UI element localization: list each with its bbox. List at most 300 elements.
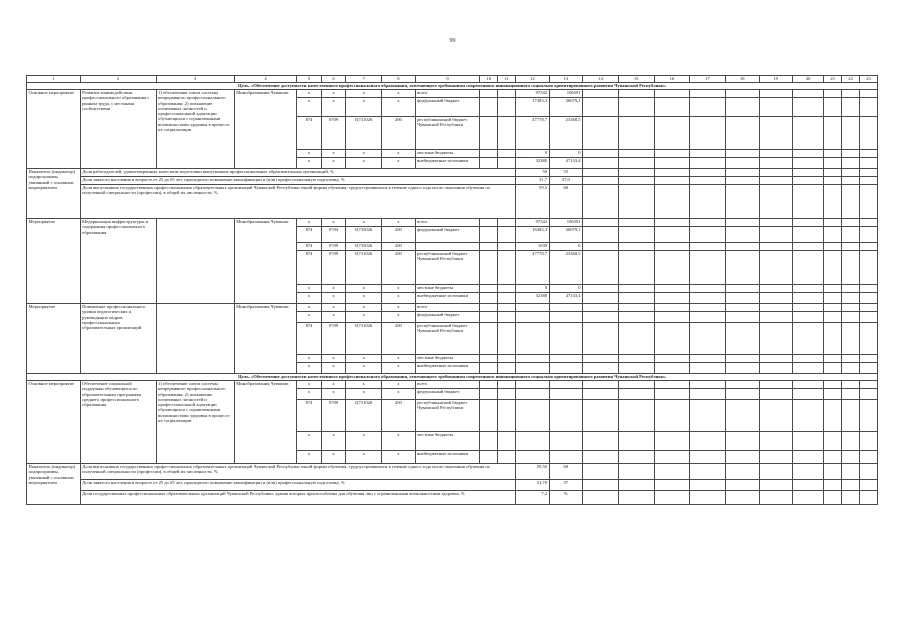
empty-cell [690,227,726,243]
empty-cell [860,323,878,355]
empty-cell [690,158,726,169]
vr-code: x [382,355,416,363]
rz-pr-code: x [321,312,346,323]
empty-cell [498,158,516,169]
empty-cell [842,363,860,374]
value-col12: 16383,3 [516,227,550,243]
empty-cell [726,98,760,117]
empty-cell [498,150,516,158]
empty-cell [726,432,760,451]
vr-code: 200 [382,227,416,243]
column-number: 5 [297,76,322,83]
empty-cell [824,389,842,400]
empty-cell [583,363,619,374]
empty-cell [654,389,690,400]
empty-cell [759,251,793,285]
value-col13: 36079,1 [549,98,583,117]
empty-cell [759,227,793,243]
empty-cell [480,243,498,251]
activity-name: Модернизация инфраструктуры и содержания профессионального образования [80,219,156,304]
empty-cell [793,169,824,177]
empty-cell [498,98,516,117]
empty-cell [690,432,726,451]
empty-cell [842,227,860,243]
empty-cell [860,243,878,251]
column-number: 17 [690,76,726,83]
empty-cell [654,169,690,177]
empty-cell [480,219,498,227]
grbs-code: x [297,90,322,98]
activity-type: Мероприятие [27,219,81,304]
value-col12: 32380 [516,293,550,304]
empty-cell [860,219,878,227]
column-number: 23 [860,76,878,83]
empty-cell [583,381,619,389]
empty-cell [726,363,760,374]
empty-cell [498,312,516,323]
empty-cell [480,158,498,169]
empty-cell [583,185,619,219]
csr-code: x [346,451,382,464]
empty-cell [726,464,760,480]
value-col12: 0 [516,150,550,158]
empty-cell [793,98,824,117]
empty-cell [480,312,498,323]
empty-cell [618,285,654,293]
empty-cell [726,381,760,389]
value-col12: 97542 [516,219,550,227]
empty-cell [793,491,824,505]
empty-cell [759,451,793,464]
value-col12 [516,432,550,451]
empty-cell [824,355,842,363]
value-col12: 32380 [516,158,550,169]
empty-cell [498,219,516,227]
value-col13: 47143,4 [549,293,583,304]
empty-cell [842,400,860,432]
empty-cell [618,389,654,400]
empty-cell [824,158,842,169]
empty-cell [842,243,860,251]
column-number: 3 [156,76,234,83]
grbs-code: 874 [297,117,322,150]
empty-cell [498,400,516,432]
empty-cell [793,400,824,432]
rz-pr-code: x [321,90,346,98]
empty-cell [860,285,878,293]
empty-cell [759,464,793,480]
funding-source: местные бюджеты [415,150,480,158]
goal-row [27,374,878,381]
empty-cell [654,400,690,432]
rz-pr-code: x [321,98,346,117]
empty-cell [860,381,878,389]
empty-cell [793,304,824,312]
indicator-value-col13: 60 [549,185,583,219]
rz-pr-code: 0709 [321,117,346,150]
csr-code: Ц731026 [346,400,382,432]
empty-cell [690,480,726,491]
empty-cell [726,285,760,293]
rz-pr-code: x [321,285,346,293]
vr-code: 200 [382,251,416,285]
empty-cell [842,480,860,491]
empty-cell [498,451,516,464]
empty-cell [480,304,498,312]
empty-cell [726,355,760,363]
rz-pr-code: x [321,432,346,451]
empty-cell [618,158,654,169]
grbs-code: x [297,98,322,117]
empty-cell [583,400,619,432]
empty-cell [860,480,878,491]
empty-cell [824,293,842,304]
empty-cell [618,251,654,285]
empty-cell [824,323,842,355]
empty-cell [690,464,726,480]
empty-cell [759,243,793,251]
empty-cell [690,400,726,432]
empty-cell [690,219,726,227]
empty-cell [824,90,842,98]
indicator-label: Показатель (индикатор) подпрограммы, увязанный с основным мероприятием [27,464,81,505]
empty-cell [654,381,690,389]
empty-cell [498,227,516,243]
rz-pr-code: x [321,451,346,464]
empty-cell [498,381,516,389]
funding-source [415,243,480,251]
vr-code: x [382,90,416,98]
column-number: 6 [321,76,346,83]
empty-cell [690,304,726,312]
value-col12: 47778,7 [516,251,550,285]
value-col13: 47143,4 [549,158,583,169]
empty-cell [618,480,654,491]
empty-cell [860,451,878,464]
goal-row [27,83,878,90]
empty-cell [842,98,860,117]
empty-cell [498,293,516,304]
grbs-code: 874 [297,400,322,432]
empty-cell [824,480,842,491]
vr-code: x [382,451,416,464]
empty-cell [480,293,498,304]
rz-pr-code: 0704 [321,227,346,243]
empty-cell [480,381,498,389]
indicator-text: Доля государственных профессиональных образовательных организаций Чувашской Республики, здания которых приспособлены для обучения лиц с ограниченными возможностями здоровья, % [80,491,515,505]
empty-cell [654,312,690,323]
funding-source: местные бюджеты [415,285,480,293]
value-col13 [549,312,583,323]
value-col13: 0 [549,150,583,158]
funding-source: республиканский бюджет Чувашской Республики [415,117,480,150]
csr-code: x [346,158,382,169]
empty-cell [654,491,690,505]
empty-cell [618,491,654,505]
empty-cell [480,98,498,117]
csr-code: Ц731026 [346,117,382,150]
rz-pr-code: x [321,293,346,304]
empty-cell [759,480,793,491]
rz-pr-code: x [321,304,346,312]
rz-pr-code: x [321,158,346,169]
empty-cell [842,451,860,464]
empty-cell [690,177,726,185]
empty-cell [824,381,842,389]
empty-cell [824,243,842,251]
empty-cell [583,432,619,451]
column-number: 8 [382,76,416,83]
empty-cell [824,185,842,219]
empty-cell [618,432,654,451]
empty-cell [824,464,842,480]
activity-type: Основное мероприятие [27,381,81,464]
empty-cell [583,389,619,400]
empty-cell [842,117,860,150]
empty-cell [583,464,619,480]
empty-cell [759,169,793,177]
empty-cell [726,243,760,251]
funding-source: местные бюджеты [415,432,480,451]
indicator-label: Показатель (индикатор) подпрограммы, увязанный с основным мероприятием [27,169,81,219]
empty-cell [726,219,760,227]
rz-pr-code: 0709 [321,400,346,432]
empty-cell [156,219,234,304]
funding-source: всего [415,219,480,227]
funding-source: федеральный бюджет [415,312,480,323]
activity-type: Мероприятие [27,304,81,374]
funding-row [27,304,878,312]
empty-cell [759,432,793,451]
indicator-value-col12: 31,7 [516,177,550,185]
empty-cell [690,150,726,158]
empty-cell [842,177,860,185]
column-number: 22 [842,76,860,83]
csr-code: x [346,285,382,293]
empty-cell [480,389,498,400]
empty-cell [824,304,842,312]
value-col12: 17383,3 [516,98,550,117]
column-number: 13 [549,76,583,83]
vr-code: x [382,304,416,312]
empty-cell [793,293,824,304]
empty-cell [842,185,860,219]
empty-cell [824,312,842,323]
indicator-value-col12: 59,50 [516,464,550,480]
empty-cell [860,293,878,304]
empty-cell [583,285,619,293]
value-col13 [549,323,583,355]
empty-cell [759,363,793,374]
indicator-value-col13: % [549,491,583,505]
empty-cell [583,98,619,117]
empty-cell [654,177,690,185]
empty-cell [583,312,619,323]
funding-source: всего [415,304,480,312]
indicator-value-col12: 50 [516,169,550,177]
empty-cell [618,451,654,464]
csr-code: Ц731026 [346,251,382,285]
rz-pr-code: 0709 [321,243,346,251]
empty-cell [690,323,726,355]
value-col12: 1039 [516,243,550,251]
empty-cell [690,285,726,293]
value-col12 [516,355,550,363]
empty-cell [654,285,690,293]
empty-cell [860,304,878,312]
empty-cell [498,363,516,374]
empty-cell [618,323,654,355]
empty-cell [583,150,619,158]
empty-cell [860,98,878,117]
empty-cell [690,90,726,98]
empty-cell [583,480,619,491]
vr-code: x [382,293,416,304]
empty-cell [654,227,690,243]
value-col12: 97542 [516,90,550,98]
funding-source: федеральный бюджет [415,98,480,117]
activity-goals: 1) обеспечение союза системы непрерывного профессионального образования; 2) повышение позитивных личностей и профессиональной адаптации обучающихся с ограниченными возможностями здоровья в процессе их социализации [156,90,234,169]
funding-source: всего [415,381,480,389]
empty-cell [654,117,690,150]
grbs-code: x [297,432,322,451]
empty-cell [618,381,654,389]
empty-cell [842,464,860,480]
empty-cell [759,98,793,117]
grbs-code: x [297,381,322,389]
empty-cell [793,355,824,363]
empty-cell [759,177,793,185]
empty-cell [759,381,793,389]
executor: Минобразования Чувашии [234,219,297,304]
empty-cell [824,219,842,227]
empty-cell [842,355,860,363]
grbs-code: x [297,389,322,400]
empty-cell [726,251,760,285]
column-number: 15 [618,76,654,83]
empty-cell [793,464,824,480]
empty-cell [759,285,793,293]
empty-cell [726,491,760,505]
empty-cell [618,400,654,432]
activity-name: Обеспечение социальной поддержки обучающихся по образовательным программам среднего профессионального образования [80,381,156,464]
csr-code: x [346,381,382,389]
csr-code: x [346,355,382,363]
indicator-value-col12: 7,2 [516,491,550,505]
empty-cell [793,243,824,251]
funding-source: федеральный бюджет [415,227,480,243]
value-col13: 23368,5 [549,251,583,285]
rz-pr-code: 0709 [321,251,346,285]
empty-cell [498,117,516,150]
empty-cell [654,451,690,464]
indicator-row [27,491,878,505]
csr-code: x [346,389,382,400]
column-number: 14 [583,76,619,83]
page-number: 99 [449,38,456,44]
empty-cell [480,251,498,285]
column-number: 10 [480,76,498,83]
grbs-code: 874 [297,251,322,285]
empty-cell [759,219,793,227]
empty-cell [842,432,860,451]
grbs-code: x [297,451,322,464]
csr-code: x [346,363,382,374]
empty-cell [690,251,726,285]
goal-text: Цель. «Обеспечение доступности качественного профессионального образования, отвечающего требованиям современного инновационного социально ориентированного развития Чувашской Республики» [27,83,878,90]
value-col12 [516,304,550,312]
empty-cell [860,464,878,480]
empty-cell [583,451,619,464]
value-col13 [549,363,583,374]
empty-cell [824,177,842,185]
empty-cell [654,150,690,158]
indicator-value-col13: 37,0 [549,177,583,185]
rz-pr-code: x [321,363,346,374]
empty-cell [480,90,498,98]
rz-pr-code: x [321,219,346,227]
empty-cell [759,158,793,169]
executor: Минобразования Чувашии [234,304,297,374]
empty-cell [726,117,760,150]
indicator-row [27,177,878,185]
column-number: 4 [234,76,297,83]
empty-cell [860,169,878,177]
column-number: 11 [498,76,516,83]
empty-cell [654,90,690,98]
executor: Минобразования Чувашии [234,90,297,169]
empty-cell [654,243,690,251]
empty-cell [860,227,878,243]
empty-cell [860,363,878,374]
empty-cell [498,304,516,312]
empty-cell [726,389,760,400]
empty-cell [480,400,498,432]
value-col13 [549,432,583,451]
value-col13 [549,355,583,363]
empty-cell [842,389,860,400]
empty-cell [618,185,654,219]
empty-cell [793,117,824,150]
empty-cell [793,90,824,98]
empty-cell [824,150,842,158]
empty-cell [824,363,842,374]
value-col13: 36079,1 [549,227,583,243]
funding-source: внебюджетные источники [415,293,480,304]
empty-cell [759,185,793,219]
empty-cell [480,363,498,374]
vr-code: 200 [382,323,416,355]
value-col13: 106591 [549,219,583,227]
empty-cell [654,355,690,363]
empty-cell [842,90,860,98]
empty-cell [690,117,726,150]
value-col12 [516,400,550,432]
grbs-code: x [297,285,322,293]
empty-cell [618,293,654,304]
empty-cell [824,169,842,177]
empty-cell [583,169,619,177]
empty-cell [654,363,690,374]
empty-cell [793,185,824,219]
column-number: 1 [27,76,81,83]
empty-cell [690,312,726,323]
empty-cell [842,323,860,355]
value-col13: 0 [549,285,583,293]
column-number: 16 [654,76,690,83]
empty-cell [726,150,760,158]
column-number: 2 [80,76,156,83]
